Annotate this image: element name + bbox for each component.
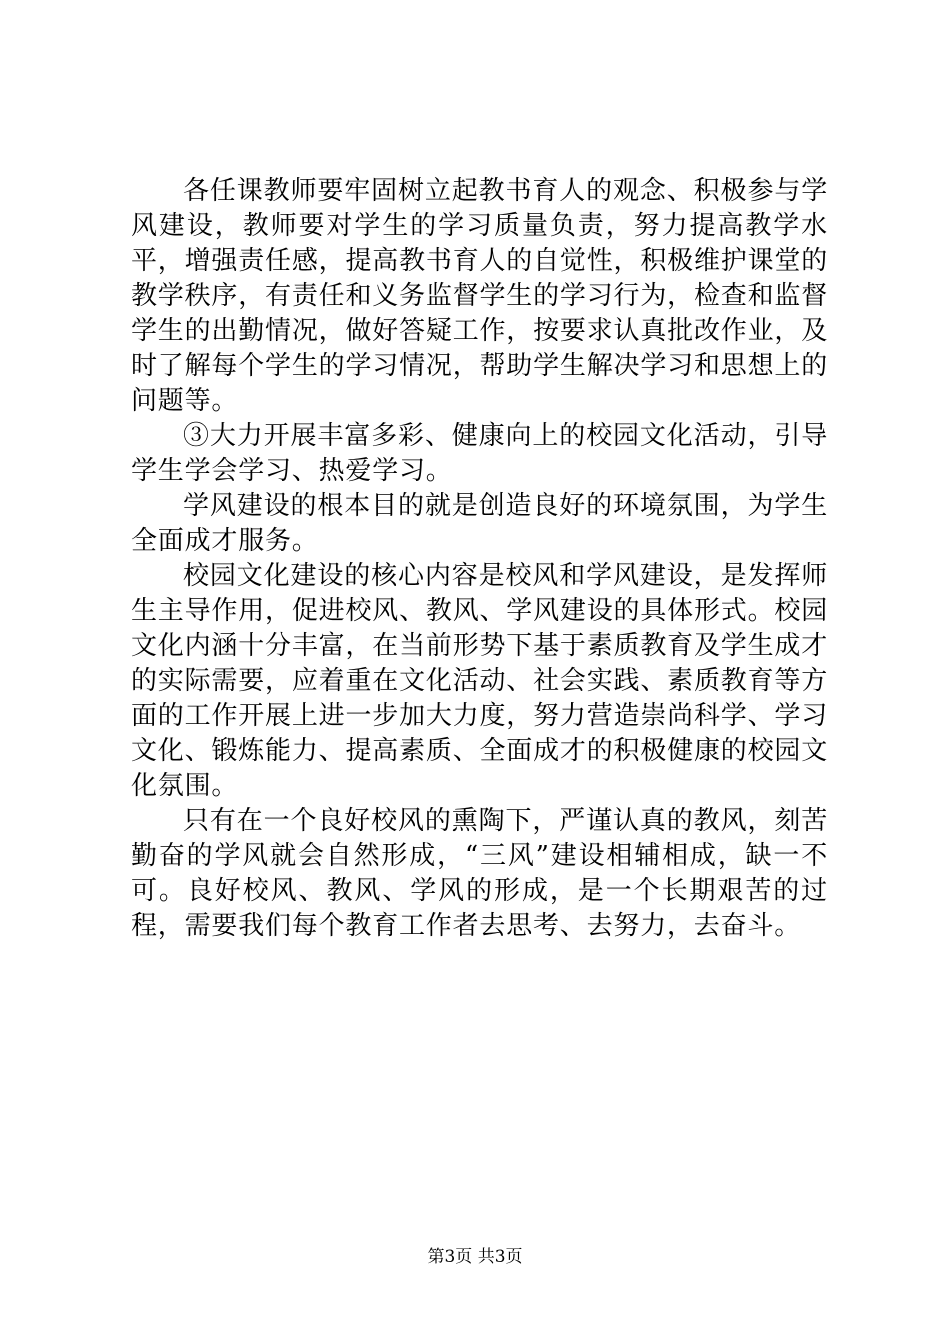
paragraph-campus-activities: ③大力开展丰富多彩、健康向上的校园文化活动，引导学生学会学习、热爱学习。 — [131, 421, 828, 486]
paragraph-campus-culture: 校园文化建设的核心内容是校风和学风建设，是发挥师生主导作用，促进校风、教风、学风建设的具体形式。校园文化内涵十分丰富，在当前形势下基于素质教育及学生成才的实际需要，应着重在文化活动、社会实践、素质教育等方面的工作开展上进一步加大力度，努力营造崇尚科学、学习文化、锻炼能力、提高素质、全面成才的积极健康的校园文化氛围。 — [131, 561, 828, 801]
paragraph-teacher-duties: 各任课教师要牢固树立起教书育人的观念、积极参与学风建设，教师要对学生的学习质量负责，努力提高教学水平，增强责任感，提高教书育人的自觉性，积极维护课堂的教学秩序，有责任和义务监督学生的学习行为，检查和监督学生的出勤情况，做好答疑工作，按要求认真批改作业，及时了解每个学生的学习情况，帮助学生解决学习和思想上的问题等。 — [131, 176, 828, 416]
page-number-footer: 第3页 共3页 — [427, 1247, 523, 1267]
paragraph-study-atmosphere-goal: 学风建设的根本目的就是创造良好的环境氛围，为学生全面成才服务。 — [131, 491, 828, 556]
document-body — [131, 174, 828, 944]
paragraph-conclusion: 只有在一个良好校风的熏陶下，严谨认真的教风，刻苦勤奋的学风就会自然形成，“三风”建设相辅相成，缺一不可。良好校风、教风、学风的形成，是一个长期艰苦的过程，需要我们每个教育工作者去思考、去努力，去奋斗。 — [131, 806, 828, 941]
